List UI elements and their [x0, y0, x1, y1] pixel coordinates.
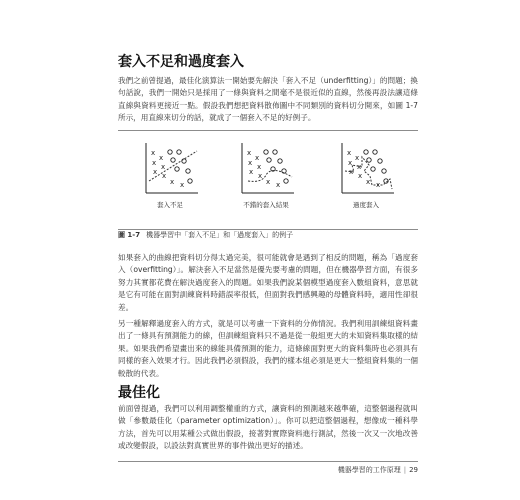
- footer-chapter-title: 機器學習的工作原理: [337, 466, 401, 474]
- svg-text:x: x: [159, 154, 164, 162]
- svg-text:x: x: [170, 178, 175, 186]
- section-title-fitting: 套入不足和過度套入: [118, 54, 244, 70]
- footer-divider: [118, 461, 418, 462]
- footer-separator: |: [403, 466, 407, 474]
- good-fit-plot: [236, 141, 296, 197]
- svg-text:x: x: [358, 172, 363, 180]
- svg-text:x: x: [152, 159, 157, 167]
- figure-panel-underfit: [140, 141, 200, 209]
- panel-label-overfit: 過度套入: [353, 201, 379, 209]
- svg-text:x: x: [258, 172, 263, 180]
- paragraph-overfitting: 如果套入的曲線把資料切分得太過完美，很可能就會是遇到了相反的問題，稱為「過度套入（overfitting）」。解決套入不足當然是優先要考慮的問題，但在機器學習方面，有很多努力其實都花費在解決過度套入的問題。如果我們說某個模型過度套入數組資料，意思就是它有可能在面對訓練資料時錯誤率很低，但面對我們感興趣的母體資料時，適用性卻很差。: [118, 253, 418, 312]
- page-footer: [338, 465, 418, 475]
- svg-text:x: x: [151, 149, 156, 157]
- svg-text:x: x: [180, 181, 185, 189]
- figure-caption: [118, 230, 293, 240]
- figure-panel-overfit: [336, 141, 396, 209]
- svg-text:x: x: [248, 159, 253, 167]
- svg-text:x: x: [255, 154, 260, 162]
- svg-text:x: x: [349, 168, 354, 176]
- svg-text:x: x: [355, 154, 360, 162]
- figure-caption-text: 機器學習中「套入不足」和「過度套入」的例子: [146, 231, 294, 239]
- figure-caption-number: 圖 1-7: [118, 231, 141, 239]
- svg-text:x: x: [153, 168, 158, 176]
- svg-text:x: x: [266, 178, 271, 186]
- svg-text:x: x: [257, 163, 262, 171]
- section-title-optimization: 最佳化: [118, 385, 160, 401]
- page-number: 29: [409, 466, 418, 474]
- svg-text:x: x: [162, 172, 167, 180]
- svg-text:x: x: [276, 181, 281, 189]
- svg-text:x: x: [348, 159, 353, 167]
- paragraph-overfitting-explained: 另一種解釋過度套入的方式，就是可以考慮一下資料的分佈情況。我們利用訓練組資料畫出了一條具有預測能力的線，但訓練組資料只不過是從一般組更大的未知資料集取樣的結果。如果我們希望畫出來的線能具備預測的能力，這條線面對更大的資料集時也必須具有同樣的套入效果才行。因此我們必須假設，我們的樣本組必須是更大一整組資料集的一個較散的代表。: [118, 319, 418, 378]
- svg-text:x: x: [376, 181, 381, 189]
- svg-text:x: x: [247, 149, 252, 157]
- figure-1-7: [118, 130, 418, 230]
- svg-text:x: x: [161, 163, 166, 171]
- svg-text:x: x: [249, 168, 254, 176]
- underfit-plot: [140, 141, 200, 197]
- figure-panel-good: [236, 141, 296, 209]
- panel-label-good: 不錯的套入結果: [243, 201, 289, 209]
- paragraph-underfitting: 我們之前曾提過，最佳化演算法一開始要先解決「套入不足（underfitting）」的問題；換句話說，我們一開始只是採用了一條與資料之間毫不是很近似的直線，然後再設法讓這條直線與資料更接近一點。假設我們想把資料散佈圖中不同類別的資料切分開來，如圖 1-7 所示，用直線來切分的話，就成了一個套入不足的好例子。: [118, 76, 418, 123]
- svg-text:x: x: [347, 149, 352, 157]
- svg-text:x: x: [366, 178, 371, 186]
- svg-text:x: x: [357, 163, 362, 171]
- paragraph-optimization: 前面曾提過，我們可以利用調整權重的方式，讓資料的預測越來越準確，這整個過程就叫做「參數最佳化（parameter optimization）」。你可以把這整個過程，想像成一種科學方法，首先可以用某種公式做出假設，接著對實際資料進行測試，然後一次又一次地改善或改變假設，以設法對真實世界的事件做出更好的描述。: [118, 404, 418, 451]
- panel-label-underfit: 套入不足: [157, 201, 183, 209]
- overfit-plot: [336, 141, 396, 197]
